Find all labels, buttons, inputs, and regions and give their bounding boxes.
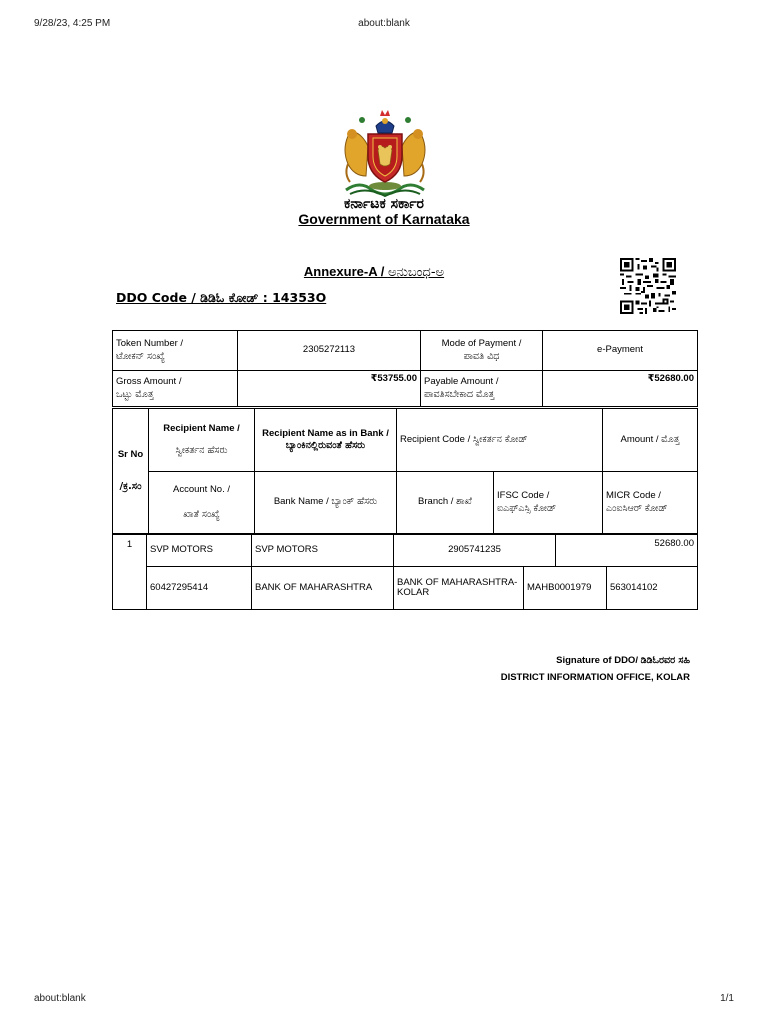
recipient-name-header-en: Recipient Name / [163,422,240,434]
bank-recipient-name-header-kn: ಬ್ಯಾಂಕಿನಲ್ಲಿರುವಂತೆ ಹೆಸರು [285,440,366,451]
bank-name-header-en: Bank Name / [273,496,332,508]
recipient-name-header [149,409,255,472]
print-timestamp: 9/28/23, 4:25 PM [34,18,111,29]
print-page-url: about:blank [358,18,410,29]
ddo-signature-label-en: Signature of DDO/ [556,655,641,666]
mode-of-payment-label [421,331,543,371]
recipient-header-row-1 [113,409,698,472]
ddo-code: DDO Code / ಡಿಡಿಓ ಕೋಡ್ : 14353O [116,290,327,305]
mode-of-payment-label-kn: ಪಾವತಿ ವಿಧ [463,350,500,362]
table-row [113,535,698,567]
government-title-english: Government of Karnataka [298,211,470,227]
print-page-count: 1/1 [720,993,734,1004]
bank-name-cell: BANK OF MAHARASHTRA [252,567,394,610]
recipient-code-header [397,409,603,472]
bank-name-header-kn: ಬ್ಯಾಂಕ್ ಹೆಸರು [331,496,378,508]
payable-amount-label-en: Payable Amount / [424,376,499,388]
recipient-code-header-kn: ಸ್ವೀಕರ್ತನ ಕೋಡ್ [472,433,528,445]
token-number-value: 2305272113 [238,331,421,371]
ddo-signature-label [556,655,690,666]
account-no-header-en: Account No. / [172,484,231,496]
branch-header-kn: ಶಾಖೆ [456,496,472,508]
payable-amount-value: ₹52680.00 [543,371,698,407]
ifsc-header-en: IFSC Code / [497,490,550,502]
amount-header [603,409,698,472]
qr-code-icon [620,258,676,314]
print-footer-url: about:blank [34,993,86,1004]
token-number-label-kn: ಟೋಕನ್ ಸಂಖ್ಯೆ [116,350,165,362]
token-number-label [113,331,238,371]
sr-no-cell: 1 [113,535,147,610]
payment-summary-table [112,330,698,407]
bank-recipient-name-cell: SVP MOTORS [252,535,394,567]
karnataka-emblem-icon [336,106,434,200]
recipient-code-header-en: Recipient Code / [400,433,473,445]
recipient-header-row-2 [113,472,698,534]
amount-header-kn: ಮೊತ್ತ [661,433,680,445]
branch-cell: BANK OF MAHARASHTRA-KOLAR [394,567,524,610]
mode-of-payment-label-en: Mode of Payment / [441,338,522,350]
office-name: DISTRICT INFORMATION OFFICE, KOLAR [500,672,690,683]
ifsc-header-kn: ಐಎಫ್ಎಸ್ಸಿ ಕೋಡ್ [497,502,557,514]
payable-amount-label-kn: ಪಾವತಿಸಬೇಕಾದ ಮೊತ್ತ [424,388,495,400]
branch-header [397,472,494,534]
branch-header-en: Branch / [418,496,457,508]
ifsc-cell: MAHB0001979 [524,567,607,609]
micr-header-kn: ಎಂಐಸಿಆರ್ ಕೋಡ್ [606,502,668,514]
bank-name-header [255,472,397,534]
micr-header-en: MICR Code / [606,490,661,502]
token-number-label-en: Token Number / [116,338,184,350]
summary-row-token [113,331,698,371]
government-title-kannada: ಕರ್ನಾಟಕ ಸರ್ಕಾರ [344,196,424,212]
annexure-title-kannada: ಅನುಬಂಧ-ಅ [387,265,445,280]
micr-header [603,472,698,534]
account-no-header [149,472,255,534]
recipient-code-cell: 2905741235 [394,535,556,567]
bank-recipient-name-header [255,409,397,472]
gross-amount-value: ₹53755.00 [238,371,421,407]
amount-cell: 52680.00 [556,535,698,567]
gross-amount-label-en: Gross Amount / [116,376,182,388]
annexure-title-english: Annexure-A / [303,264,388,279]
recipient-name-cell: SVP MOTORS [147,535,252,567]
gross-amount-label-kn: ಒಟ್ಟು ಮೊತ್ತ [116,388,154,400]
ifsc-micr-cell [524,567,698,610]
table-row [113,567,698,610]
summary-row-amount [113,371,698,407]
payable-amount-label [421,371,543,407]
recipient-header-table [112,408,698,534]
bank-recipient-name-header-en: Recipient Name as in Bank / [262,427,389,439]
recipient-data-table [112,534,698,610]
ddo-signature-label-kn: ಡಿಡಿಓರವರ ಸಹಿ [640,655,690,666]
account-no-cell: 60427295414 [147,567,252,610]
mode-of-payment-value: e-Payment [543,331,698,371]
sr-no-header-en: Sr No [117,449,144,461]
ifsc-header [494,472,603,534]
amount-header-en: Amount / [620,433,662,445]
recipient-name-header-kn: ಸ್ವೀಕರ್ತನ ಹೆಸರು [175,445,228,456]
gross-amount-label [113,371,238,407]
account-no-header-kn: ಖಾತೆ ಸಂಖ್ಯೆ [183,508,220,520]
sr-no-header-kn: /ಕ್ರ.ಸಂ [119,480,142,492]
micr-cell: 563014102 [610,581,658,593]
sr-no-header [113,409,149,534]
